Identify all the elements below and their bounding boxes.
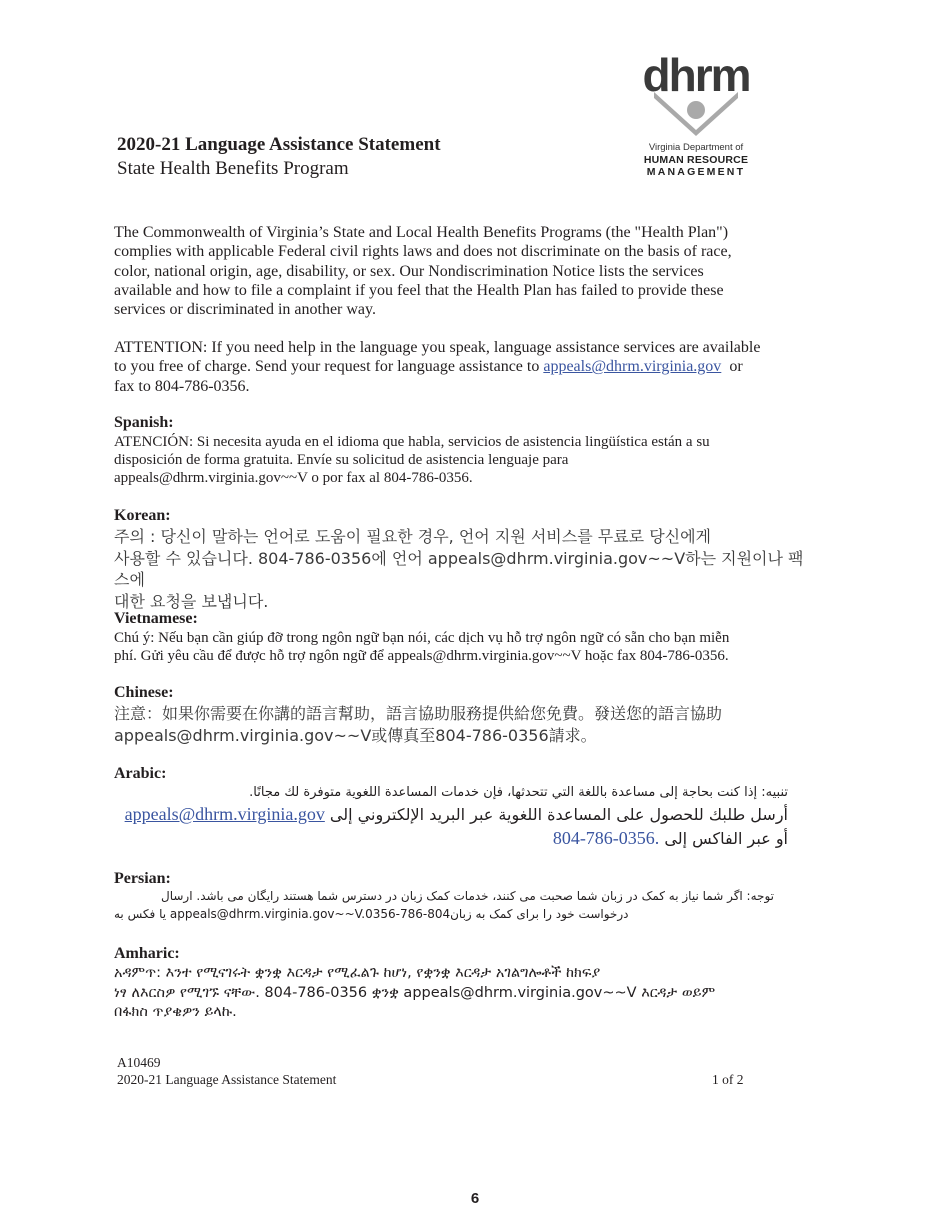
footer-document-code: A10469 bbox=[117, 1055, 161, 1070]
korean-heading: Korean: bbox=[114, 507, 171, 524]
arabic-heading: Arabic: bbox=[114, 765, 167, 782]
persian-line-1: توجه: اگر شما نیاز به کمک در زبان شما صحبت می کنند، خدمات کمک زبان در دسترس شما هستند رایگان می باشد. ارسال bbox=[161, 889, 774, 903]
amharic-text: አዳምጥ: እንተ የሚናገሩት ቋንቋ እርዳታ የሚፈልጉ ከሆነ, የቋንቋ እርዳታ አገልግሎቶች ከክፍያ ነፃ ለእርስዎ የሚገኙ ናቸው. 804-786-0356 ቋንቋ appeals@dhrm.virginia.gov~~V እርዳታ ወይም በፋክስ ጥያቄዎን ይላኩ. bbox=[114, 965, 716, 1020]
chinese-text: 注意：如果你需要在你講的語言幫助，語言協助服務提供給您免費。發送您的語言協助 appeals@dhrm.virginia.gov~~V或傳真至804-786-0356請求。 bbox=[114, 704, 723, 745]
attention-email-link[interactable]: appeals@dhrm.virginia.gov bbox=[543, 358, 722, 376]
arabic-fax-number: 804-786-0356. bbox=[552, 828, 660, 848]
arabic-line-3-text: أو عبر الفاكس إلى bbox=[664, 829, 788, 848]
arabic-line-2-text: أرسل طلبك للحصول على المساعدة اللغوية عبر البريد الإلكتروني إلى bbox=[329, 805, 788, 824]
korean-text: 주의 : 당신이 말하는 언어로 도움이 필요한 경우, 언어 지원 서비스를 무료로 당신에게 사용할 수 있습니다. 804-786-0356에 언어 appeals@dhrm.virginia.gov~~V하는 지원이나 팩스에 대한 요청을 보냅니다. bbox=[114, 527, 804, 611]
attention-line-2-prefix: to you free of charge. Send your request for language assistance to bbox=[114, 358, 544, 376]
page-number: 6 bbox=[470, 1190, 480, 1207]
vietnamese-heading: Vietnamese: bbox=[114, 610, 198, 627]
persian-line-2: درخواست خود را برای کمک به زبانappeals@dhrm.virginia.gov~~V.0356-786-804 یا فکس به bbox=[114, 907, 629, 921]
arabic-line-3 bbox=[114, 828, 788, 849]
attention-paragraph bbox=[114, 338, 804, 396]
arabic-line-2 bbox=[114, 804, 788, 825]
persian-heading: Persian: bbox=[114, 870, 171, 887]
logo-wordmark: dhrm bbox=[642, 49, 750, 101]
logo-line-human-resource: HUMAN RESOURCE bbox=[643, 154, 749, 166]
amharic-heading: Amharic: bbox=[114, 945, 180, 962]
document-title: 2020-21 Language Assistance Statement bbox=[117, 134, 441, 155]
attention-line-1: ATTENTION: If you need help in the language you speak, language assistance services are available bbox=[114, 339, 761, 356]
spanish-heading: Spanish: bbox=[114, 414, 174, 431]
spanish-text: ATENCIÓN: Si necesita ayuda en el idioma que habla, servicios de asistencia lingüística están a su disposición de forma gratuita. Envíe su solicitud de asistencia lenguaje para appeals@dhrm.virginia.gov~~V o por fax al 804-786-0356. bbox=[114, 434, 710, 487]
dhrm-logo bbox=[640, 49, 752, 178]
arabic-line-1: تنبيه: إذا كنت بحاجة إلى مساعدة باللغة التي تتحدثها، فإن خدمات المساعدة اللغوية متوفرة لك مجانًا. bbox=[249, 785, 788, 800]
logo-chevron-icon bbox=[640, 84, 752, 140]
vietnamese-text: Chú ý: Nếu bạn cần giúp đỡ trong ngôn ngữ bạn nói, các dịch vụ hỗ trợ ngôn ngữ có sẵn cho bạn miễn phí. Gửi yêu cầu để được hỗ trợ ngôn ngữ để appeals@dhrm.virginia.gov~~V hoặc fax 804-786-0356. bbox=[114, 630, 730, 665]
attention-line-3: fax to 804-786-0356. bbox=[114, 377, 250, 395]
intro-paragraph: The Commonwealth of Virginia’s State and Local Health Benefits Programs (the "Health Plan") complies with applicable Federal civil rights laws and does not discriminate on the basis of race, color, national origin, age, disability, or sex. Our Nondiscrimination Notice lists the services available and how to file a complaint if you feel that the Health Plan has failed to provide these services or discriminated in another way. bbox=[114, 224, 732, 319]
footer-page-of: 1 of 2 bbox=[712, 1072, 744, 1087]
logo-line-management: MANAGEMENT bbox=[646, 166, 746, 178]
document-subtitle: State Health Benefits Program bbox=[117, 158, 349, 179]
attention-line-2-suffix: or bbox=[721, 358, 743, 376]
attention-line-2 bbox=[114, 357, 804, 376]
arabic-email-link[interactable]: appeals@dhrm.virginia.gov bbox=[124, 804, 325, 824]
footer-title: 2020-21 Language Assistance Statement bbox=[117, 1072, 337, 1087]
chinese-heading: Chinese: bbox=[114, 684, 174, 701]
logo-line-department: Virginia Department of bbox=[648, 142, 744, 153]
